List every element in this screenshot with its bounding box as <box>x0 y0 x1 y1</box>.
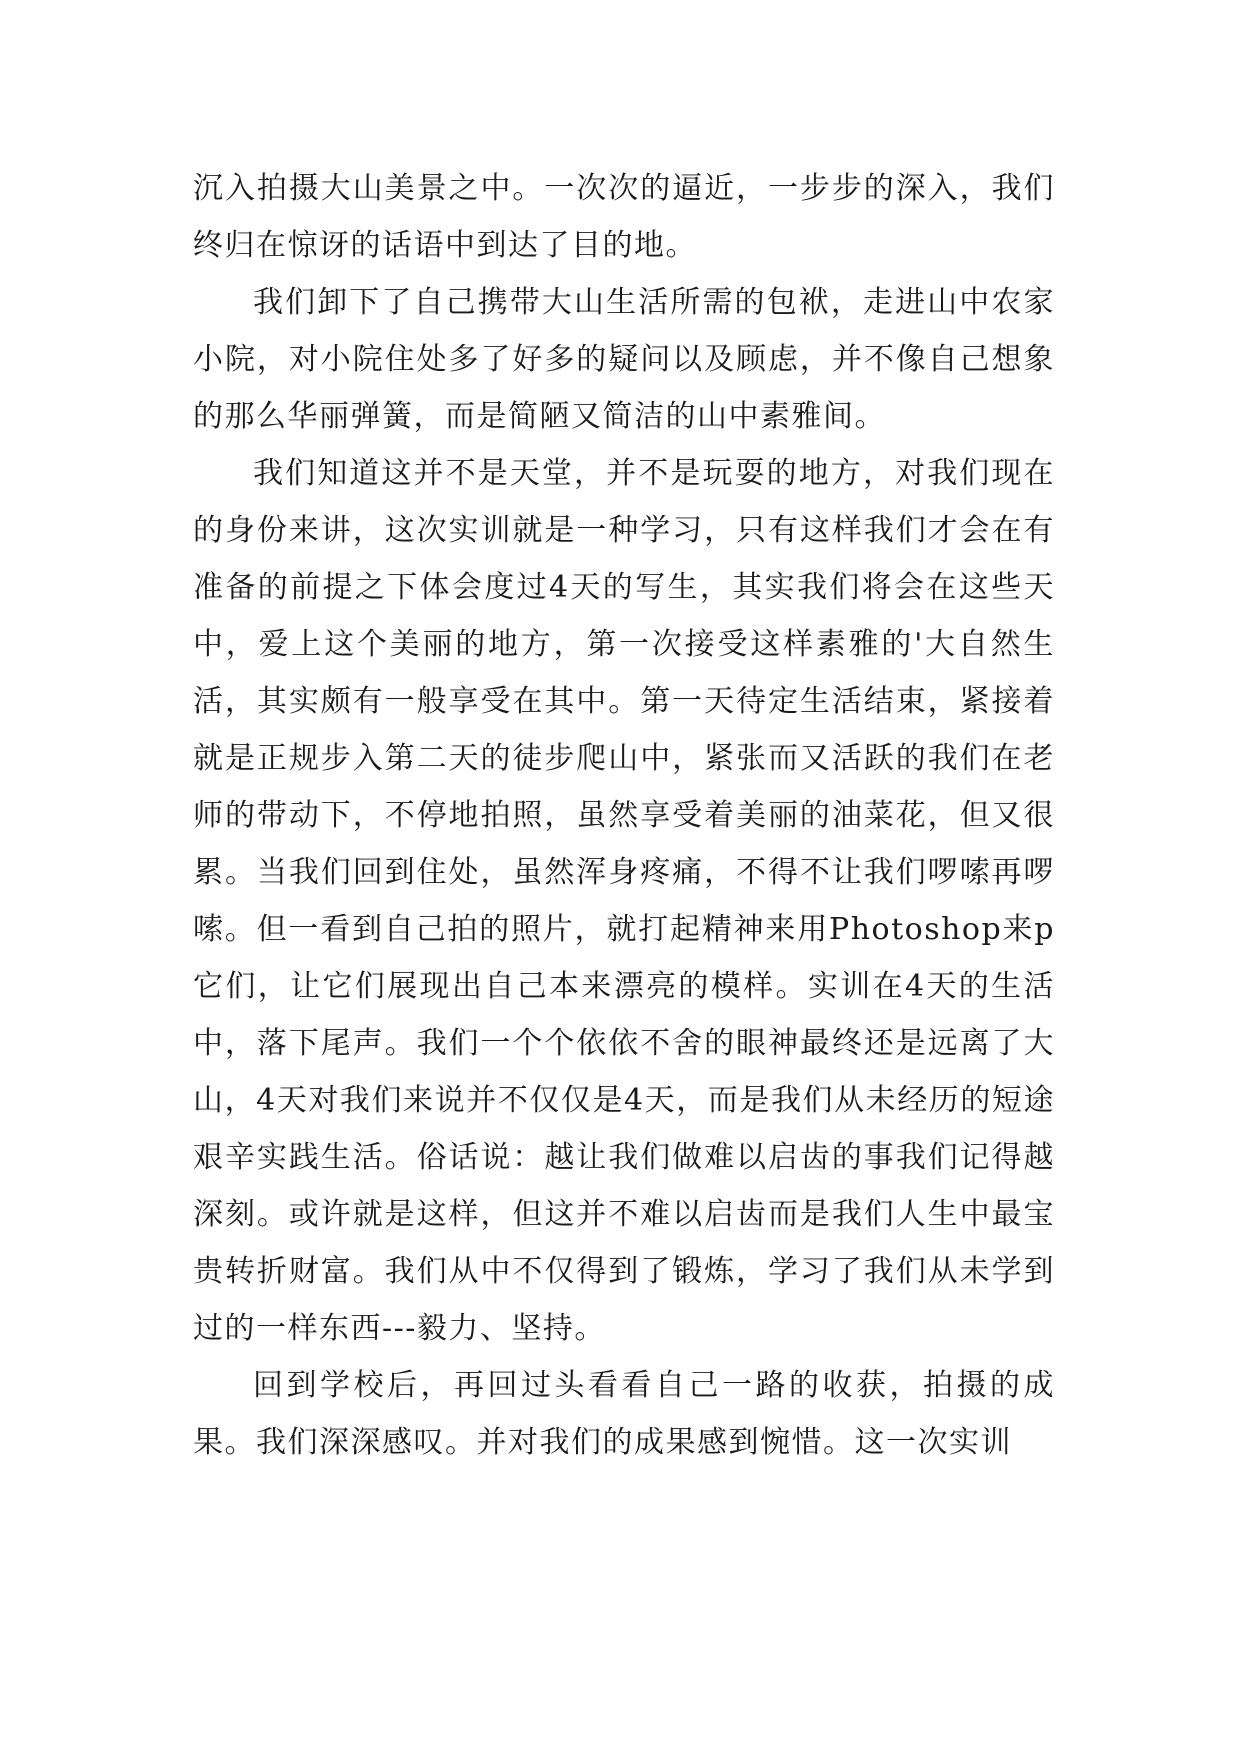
paragraph-2: 我们卸下了自己携带大山生活所需的包袱，走进山中农家小院，对小院住处多了好多的疑问以及顾虑，并不像自己想象的那么华丽弹簧，而是简陋又简洁的山中素雅间。 <box>193 285 1055 434</box>
body-text <box>193 160 1055 1471</box>
paragraph-4: 回到学校后，再回过头看看自己一路的收获，拍摄的成果。我们深深感叹。并对我们的成果感到惋惜。这一次实训 <box>193 1368 1055 1460</box>
paragraph-1: 沉入拍摄大山美景之中。一次次的逼近，一步步的深入，我们终归在惊讶的话语中到达了目的地。 <box>193 171 1055 263</box>
paragraph-3: 我们知道这并不是天堂，并不是玩耍的地方，对我们现在的身份来讲，这次实训就是一种学习，只有这样我们才会在有准备的前提之下体会度过4天的写生，其实我们将会在这些天中，爱上这个美丽的地方，第一次接受这样素雅的'大自然生活，其实颇有一般享受在其中。第一天待定生活结束，紧接着就是正规步入第二天的徒步爬山中，紧张而又活跃的我们在老师的带动下，不停地拍照，虽然享受着美丽的油菜花，但又很累。当我们回到住处，虽然浑身疼痛，不得不让我们啰嗦再啰嗦。但一看到自己拍的照片，就打起精神来用Photoshop来p它们，让它们展现出自己本来漂亮的模样。实训在4天的生活中，落下尾声。我们一个个依依不舍的眼神最终还是远离了大山，4天对我们来说并不仅仅是4天，而是我们从未经历的短途艰辛实践生活。俗话说：越让我们做难以启齿的事我们记得越深刻。或许就是这样，但这并不难以启齿而是我们人生中最宝贵转折财富。我们从中不仅得到了锻炼，学习了我们从未学到过的一样东西---毅力、坚持。 <box>193 456 1055 1346</box>
